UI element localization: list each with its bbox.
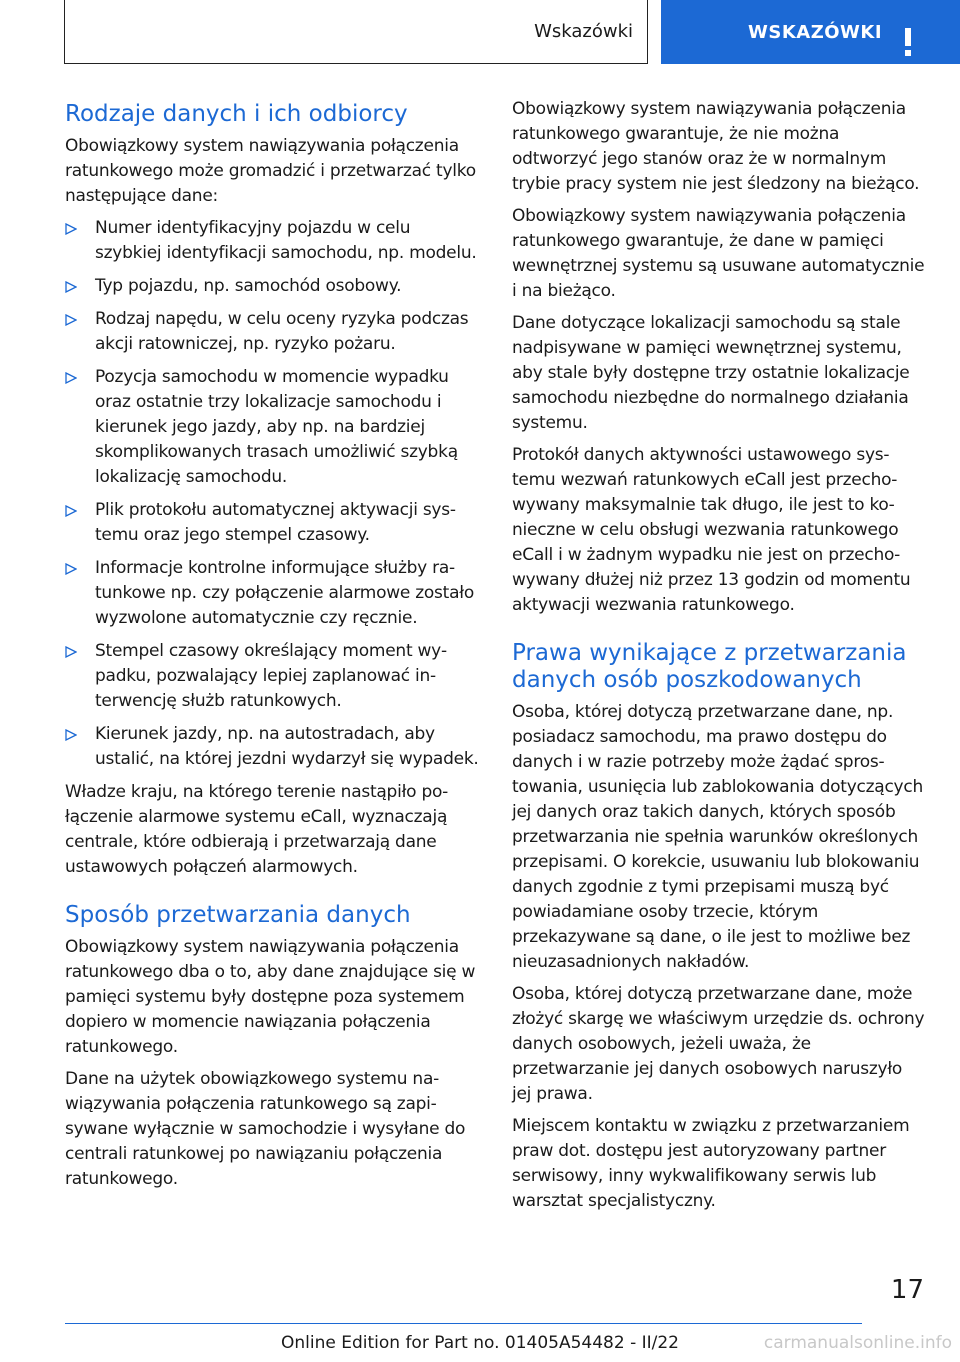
- data-types-list: [65, 216, 479, 772]
- page-number: 17: [890, 1275, 924, 1305]
- bullet-triangle-icon: [65, 314, 77, 326]
- list-item: [65, 556, 479, 631]
- bullet-triangle-icon: [65, 505, 77, 517]
- bullet-triangle-icon: [65, 563, 77, 575]
- list-item-text: Informacje kontrolne informujące służby ratunkowe np. czy połączenie alarmowe zostało wyzwolone automatycznie czy ręcznie.: [95, 558, 474, 628]
- list-item: [65, 498, 479, 548]
- heading-processing: Sposób przetwarzania danych: [65, 902, 411, 928]
- list-item: [65, 307, 479, 357]
- list-item: [65, 639, 479, 714]
- rights-paragraph-2: Osoba, której dotyczą przetwarzane dane, może złożyć skargę we właściwym urzędzie ds. ochrony danych osobowych, jeżeli uważa, że przetwarzanie jej danych osobowych naruszyło jej prawa.: [512, 984, 925, 1104]
- exclamation-icon: [902, 28, 914, 56]
- list-item-text: Stempel czasowy określający moment wypadku, pozwalający lepiej zaplanować interwencję służb ratunkowych.: [95, 641, 448, 711]
- list-item: [65, 722, 479, 772]
- rights-paragraph-1: Osoba, której dotyczą przetwarzane dane, np. posiadacz samochodu, ma prawo dostępu do danych i w razie potrzeby może żądać sprostowania, usunięcia lub zablokowania dotyczących jej danych oraz takich danych, których sposób przetwarzania nie spełnia warunków określonych przepisami. O korekcie, usuwaniu lub blokowaniu danych zgodnie z tymi przepisami muszą być powiadamiane osoby trzecie, którym przekazywane są dane, o ile jest to możliwe bez nieuzasadnionych nakładów.: [512, 702, 923, 972]
- footer-watermark: carmanualsonline.info: [763, 1333, 952, 1353]
- contact-paragraph: Miejscem kontaktu w związku z przetwarzaniem praw dot. dostępu jest autoryzowany partner serwisowy, inny wykwalifikowany serwis lub warsztat specjalistyczny.: [512, 1116, 910, 1211]
- location-paragraph: Dane dotyczące lokalizacji samochodu są stale nadpisywane w pamięci wewnętrznej systemu, aby stale były dostępne trzy ostatnie lokalizacje samochodu niezbędne do normalnego działania systemu.: [512, 313, 910, 433]
- bullet-triangle-icon: [65, 646, 77, 658]
- processing-paragraph-1: Obowiązkowy system nawiązywania połączenia ratunkowego dba o to, aby dane znajdujące się w pamięci systemu były dostępne poza systemem dopiero w momencie nawiązania połączenia ratunkowego.: [65, 937, 476, 1057]
- bullet-triangle-icon: [65, 729, 77, 741]
- section-header: [64, 0, 648, 64]
- bullet-triangle-icon: [65, 372, 77, 384]
- bullet-triangle-icon: [65, 223, 77, 235]
- list-item: [65, 365, 479, 490]
- right-column: [512, 97, 926, 1221]
- list-item-text: Numer identyfikacyjny pojazdu w celu szybkiej identyfikacji samochodu, np. modelu.: [95, 218, 477, 263]
- left-column: [65, 97, 479, 1199]
- protocol-paragraph: Protokół danych aktywności ustawowego systemu wezwań ratunkowych eCall jest przechowywany maksymalnie tak długo, ile jest to konieczne w celu obsługi wezwania ratunkowego eCall i w żadnym wypadku nie jest on przechowywany dłużej niż przez 13 godzin od momentu aktywacji wezwania ratunkowego.: [512, 445, 911, 615]
- list-item-text: Plik protokołu automatycznej aktywacji systemu oraz jego stempel czasowy.: [95, 500, 456, 545]
- authorities-paragraph: Władze kraju, na którego terenie nastąpiło połączenie alarmowe systemu eCall, wyznaczają centrale, które odbierają i przetwarzają dane ustawowych połączeń alarmowych.: [65, 782, 449, 877]
- processing-paragraph-2: Dane na użytek obowiązkowego systemu nawiązywania połączenia ratunkowego są zapisywane wyłącznie w samochodzie i wysyłane do centrali ratunkowej po nawiązaniu połączenia ratunkowego.: [65, 1069, 466, 1189]
- list-item-text: Typ pojazdu, np. samochód osobowy.: [95, 276, 402, 296]
- footer-divider: [65, 1323, 862, 1324]
- list-item: [65, 274, 479, 299]
- list-item-text: Kierunek jazdy, np. na autostradach, aby ustalić, na której jezdni wydarzył się wypadek.: [95, 724, 479, 769]
- heading-data-types: Rodzaje danych i ich odbiorcy: [65, 101, 408, 127]
- guarantee-paragraph-2: Obowiązkowy system nawiązywania połączenia ratunkowego gwarantuje, że dane w pamięci wewnętrznej systemu są usuwane automatycznie i na bieżąco.: [512, 206, 925, 301]
- list-item: [65, 216, 479, 266]
- bullet-triangle-icon: [65, 281, 77, 293]
- guarantee-paragraph-1: Obowiązkowy system nawiązywania połączenia ratunkowego gwarantuje, że nie można odtworzyć jego stanów oraz że w normalnym trybie pracy system nie jest śledzony na bieżąco.: [512, 99, 920, 194]
- footer-edition: Online Edition for Part no. 01405A54482 - II/22: [280, 1333, 679, 1353]
- intro-paragraph: Obowiązkowy system nawiązywania połączenia ratunkowego może gromadzić i przetwarzać tylko następujące dane:: [65, 136, 476, 206]
- section-tab: [661, 0, 960, 64]
- heading-rights: Prawa wynikające z przetwarzania danych osób poszkodowanych: [512, 640, 907, 693]
- section-tab-label: WSKAZÓWKI: [748, 21, 883, 43]
- section-label: Wskazówki: [534, 21, 633, 42]
- list-item-text: Rodzaj napędu, w celu oceny ryzyka podczas akcji ratowniczej, np. ryzyko pożaru.: [95, 309, 469, 354]
- list-item-text: Pozycja samochodu w momencie wypadku oraz ostatnie trzy lokalizacje samochodu i kierunek jego jazdy, aby np. na bardziej skomplikowanych trasach umożliwić szybką lokalizację samochodu.: [95, 367, 458, 487]
